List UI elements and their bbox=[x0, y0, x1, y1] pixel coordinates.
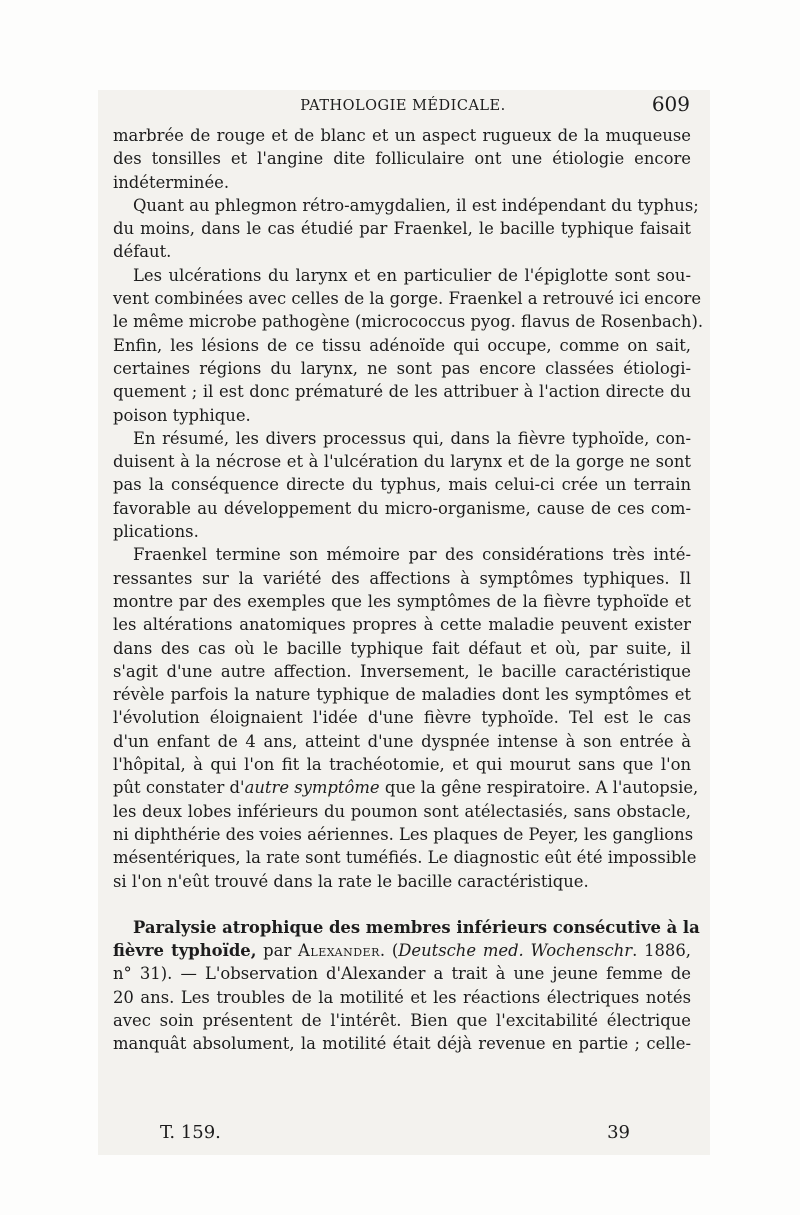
article-alexander bbox=[113, 916, 700, 1056]
text-line: vent combinées avec celles de la gorge. Fraenkel a retrouvé ici encore bbox=[113, 289, 702, 309]
text-line: favorable au développement du micro-organisme, cause de ces com- bbox=[113, 498, 691, 518]
text-line: 20 ans. Les troubles de la motilité et les réactions électriques notés bbox=[113, 987, 691, 1007]
text-line: l'hôpital, à qui l'on fit la trachéotomie, et qui mourut sans que l'on bbox=[113, 755, 691, 775]
text-line: plications. bbox=[113, 522, 199, 542]
text-line: s'agit d'une autre affection. Inversement, le bacille caractéristique bbox=[113, 661, 691, 681]
text-line: ni diphthérie des voies aériennes. Les plaques de Peyer, les ganglions bbox=[113, 824, 694, 844]
text-line: les deux lobes inférieurs du poumon sont atélectasiés, sans obstacle, bbox=[113, 801, 691, 821]
sheet-number: 39 bbox=[607, 1122, 630, 1143]
text-line: le même microbe pathogène (micrococcus pyog. flavus de Rosenbach). bbox=[113, 312, 704, 332]
text-fragment: par bbox=[256, 941, 299, 961]
text-line: duisent à la nécrose et à l'ulcération du larynx et de la gorge ne sont bbox=[113, 452, 691, 472]
paragraph-tonsils bbox=[113, 124, 691, 194]
page-header bbox=[112, 92, 694, 120]
text-line-with-italic bbox=[113, 776, 699, 799]
article-title: Paralysie atrophique des membres inférieurs consécutive à la bbox=[133, 917, 700, 937]
section-gap bbox=[113, 893, 691, 916]
paragraph-summary bbox=[113, 427, 691, 543]
text-line: manquât absolument, la motilité était déjà revenue en partie ; celle- bbox=[113, 1034, 691, 1054]
article-title-end: fièvre typhoïde, bbox=[113, 941, 257, 961]
text-line: certaines régions du larynx, ne sont pas encore classées étiologi- bbox=[113, 358, 691, 378]
italic-phrase: autre symptôme bbox=[244, 778, 380, 798]
text-fragment: . 1886, bbox=[632, 941, 691, 961]
text-fragment: pût constater d' bbox=[113, 778, 245, 798]
page-number: 609 bbox=[651, 92, 690, 116]
text-line: En résumé, les divers processus qui, dans la fièvre typhoïde, con- bbox=[133, 428, 691, 448]
text-line: montre par des exemples que les symptômes de la fièvre typhoïde et bbox=[113, 591, 691, 611]
text-line: l'évolution éloignaient l'idée d'une fièvre typhoïde. Tel est le cas bbox=[113, 708, 691, 728]
text-line: ressantes sur la variété des affections à symptômes typhiques. Il bbox=[113, 568, 691, 588]
running-title: PATHOLOGIE MÉDICALE. bbox=[300, 98, 506, 114]
journal-name: Deutsche med. Wochenschr bbox=[398, 941, 633, 961]
page-body bbox=[113, 124, 704, 1056]
paragraph-fraenkel-memoir bbox=[113, 543, 699, 892]
text-line: Les ulcérations du larynx et en particulier de l'épiglotte sont sou- bbox=[133, 265, 691, 285]
text-line: pas la conséquence directe du typhus, mais celui-ci crée un terrain bbox=[113, 475, 691, 495]
text-line: Quant au phlegmon rétro-amygdalien, il est indépendant du typhus; bbox=[133, 195, 699, 215]
page-footer bbox=[160, 1122, 630, 1148]
text-line: Fraenkel termine son mémoire par des considérations très inté- bbox=[133, 545, 691, 565]
text-line: Enfin, les lésions de ce tissu adénoïde qui occupe, comme on sait, bbox=[113, 335, 691, 355]
text-line: quement ; il est donc prématuré de les attribuer à l'action directe du bbox=[113, 382, 691, 402]
text-fragment: . ( bbox=[379, 941, 399, 961]
text-line: d'un enfant de 4 ans, atteint d'une dyspnée intense à son entrée à bbox=[113, 731, 691, 751]
text-line: mésentériques, la rate sont tuméfiés. Le diagnostic eût été impossible bbox=[113, 848, 697, 868]
text-line: des tonsilles et l'angine dite folliculaire ont une étiologie encore bbox=[113, 149, 691, 169]
text-line: du moins, dans le cas étudié par Fraenkel, le bacille typhique faisait bbox=[113, 219, 691, 239]
text-line: n° 31). — L'observation d'Alexander a trait à une jeune femme de bbox=[113, 964, 691, 984]
text-line: poison typhique. bbox=[113, 405, 251, 425]
paragraph-phlegmon bbox=[113, 194, 699, 264]
text-line: défaut. bbox=[113, 242, 172, 262]
text-line: si l'on n'eût trouvé dans la rate le bacille caractéristique. bbox=[113, 871, 589, 891]
printer-signature: T. 159. bbox=[160, 1122, 221, 1143]
text-fragment: que la gêne respiratoire. A l'autopsie, bbox=[379, 778, 699, 798]
text-line: avec soin présentent de l'intérêt. Bien que l'excitabilité électrique bbox=[113, 1010, 691, 1030]
text-line: dans des cas où le bacille typhique fait défaut et où, par suite, il bbox=[113, 638, 691, 658]
paragraph-larynx bbox=[113, 264, 704, 427]
text-line: révèle parfois la nature typhique de maladies dont les symptômes et bbox=[113, 685, 691, 705]
author-name: Alexander bbox=[298, 941, 380, 961]
text-line: marbrée de rouge et de blanc et un aspect rugueux de la muqueuse bbox=[113, 126, 691, 145]
text-line: indéterminée. bbox=[113, 172, 230, 192]
article-citation bbox=[113, 939, 691, 962]
text-line: les altérations anatomiques propres à cette maladie peuvent exister bbox=[113, 615, 691, 635]
